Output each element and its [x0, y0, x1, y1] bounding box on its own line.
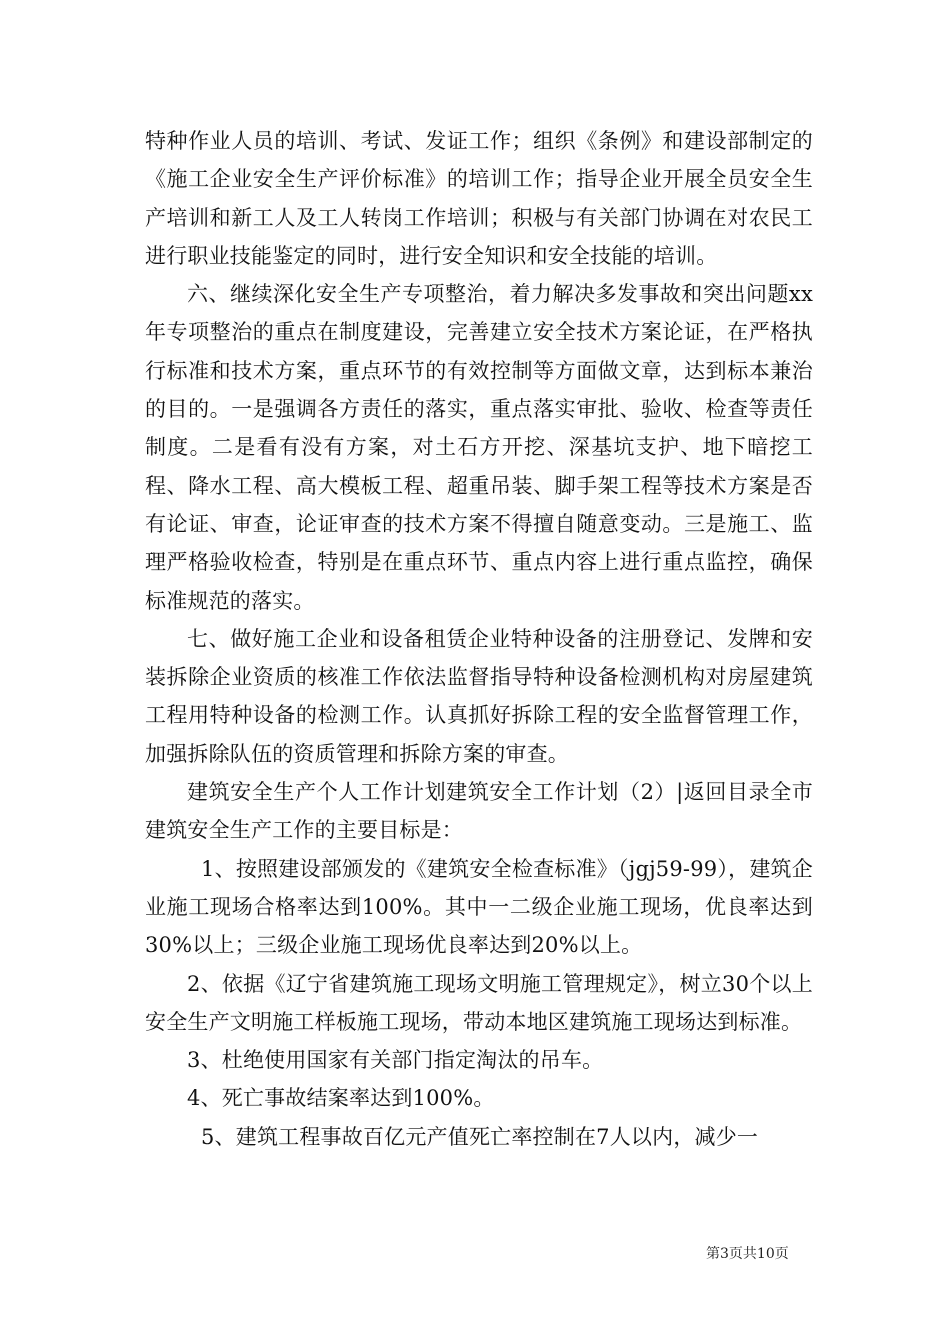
paragraph-goal-1: 1、按照建设部颁发的《建筑安全检查标准》（jgj59-99），建筑企业施工现场合格率达到100%。其中一二级企业施工现场，优良率达到30%以上；三级企业施工现场优良率达到20%以上。	[145, 856, 813, 958]
paragraph-goal-4: 4、死亡事故结案率达到100%。	[187, 1086, 495, 1111]
paragraph-goal-3: 3、杜绝使用国家有关部门指定淘汰的吊车。	[187, 1048, 604, 1073]
page-number: 第3页共10页	[706, 1246, 789, 1262]
paragraph-section-six: 六、继续深化安全生产专项整治，着力解决多发事故和突出问题xx年专项整治的重点在制度建设，完善建立安全技术方案论证，在严格执行标准和技术方案，重点环节的有效控制等方面做文章，达到标本兼治的目的。一是强调各方责任的落实，重点落实审批、验收、检查等责任制度。二是看有没有方案，对土石方开挖、深基坑支护、地下暗挖工程、降水工程、高大模板工程、超重吊装、脚手架工程等技术方案是否有论证、审查，论证审查的技术方案不得擅自随意变动。三是施工、监理严格验收检查，特别是在重点环节、重点内容上进行重点监控，确保标准规范的落实。	[145, 282, 813, 613]
paragraph-goal-5: 5、建筑工程事故百亿元产值死亡率控制在7人以内，减少一	[201, 1124, 759, 1149]
paragraph-plan-heading: 建筑安全生产个人工作计划建筑安全工作计划（2）|返回目录全市建筑安全生产工作的主要目标是：	[145, 780, 813, 843]
document-body	[145, 122, 813, 1156]
paragraph-training: 特种作业人员的培训、考试、发证工作；组织《条例》和建设部制定的《施工企业安全生产评价标准》的培训工作；指导企业开展全员安全生产培训和新工人及工人转岗工作培训；积极与有关部门协调在对农民工进行职业技能鉴定的同时，进行安全知识和安全技能的培训。	[145, 129, 813, 268]
paragraph-section-seven: 七、做好施工企业和设备租赁企业特种设备的注册登记、发牌和安装拆除企业资质的核准工作依法监督指导特种设备检测机构对房屋建筑工程用特种设备的检测工作。认真抓好拆除工程的安全监督管理工作，加强拆除队伍的资质管理和拆除方案的审查。	[145, 626, 813, 766]
paragraph-goal-2: 2、依据《辽宁省建筑施工现场文明施工管理规定》，树立30个以上安全生产文明施工样板施工现场，带动本地区建筑施工现场达到标准。	[145, 971, 813, 1034]
